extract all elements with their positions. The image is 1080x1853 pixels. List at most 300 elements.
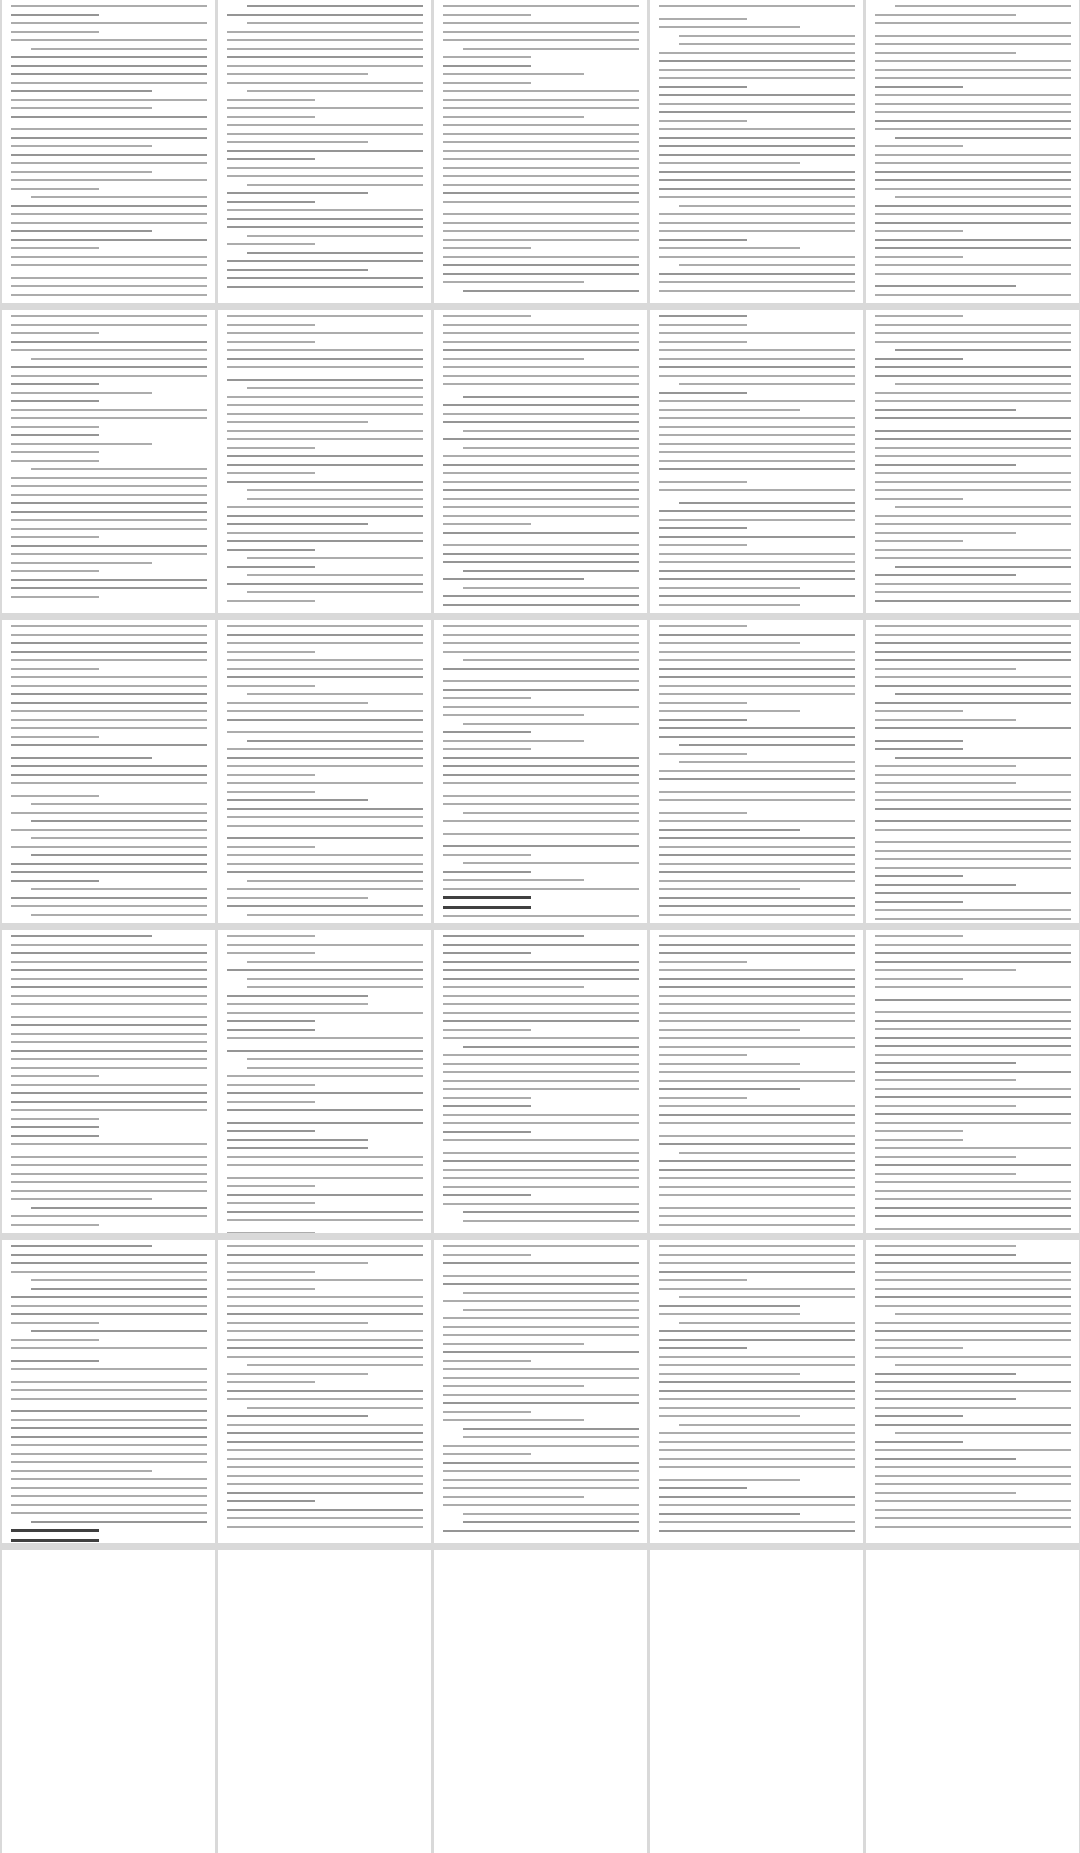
text-line xyxy=(679,502,855,504)
text-line xyxy=(443,247,531,249)
text-line xyxy=(659,154,855,156)
text-line xyxy=(659,578,855,580)
text-line xyxy=(659,1288,855,1290)
text-line xyxy=(11,256,207,258)
text-line xyxy=(227,1339,423,1341)
text-line xyxy=(227,935,315,937)
document-page-thumbnail[interactable] xyxy=(2,620,215,923)
text-line xyxy=(227,523,368,525)
text-line xyxy=(11,935,152,937)
text-line xyxy=(11,1271,207,1273)
document-page-thumbnail[interactable] xyxy=(218,620,431,923)
text-line xyxy=(659,26,800,28)
document-page-thumbnail[interactable] xyxy=(218,930,431,1233)
text-line xyxy=(227,825,423,827)
text-line xyxy=(875,230,963,232)
text-line xyxy=(659,685,855,687)
document-page-thumbnail[interactable] xyxy=(434,930,647,1233)
text-line xyxy=(875,43,1071,45)
text-line xyxy=(659,1122,855,1124)
text-line xyxy=(443,56,531,58)
text-line xyxy=(227,1449,423,1451)
text-line xyxy=(227,167,423,169)
text-line xyxy=(11,239,207,241)
document-page-thumbnail[interactable] xyxy=(434,1550,647,1853)
text-line xyxy=(659,837,855,839)
text-line xyxy=(659,634,855,636)
text-line xyxy=(227,506,423,508)
text-line xyxy=(875,366,1071,368)
text-line xyxy=(227,1219,423,1221)
text-line xyxy=(11,1181,207,1183)
text-line xyxy=(875,1449,1071,1451)
text-line xyxy=(679,1296,855,1298)
text-line xyxy=(875,1215,1071,1217)
text-line xyxy=(659,111,855,113)
text-line xyxy=(11,1118,99,1120)
text-line xyxy=(875,820,1071,822)
text-line xyxy=(11,222,207,224)
text-line xyxy=(227,116,315,118)
text-line xyxy=(227,1262,368,1264)
text-line xyxy=(443,1377,639,1379)
text-line xyxy=(11,659,207,661)
text-line xyxy=(659,324,747,326)
document-page-thumbnail[interactable] xyxy=(218,1240,431,1543)
text-line xyxy=(659,587,800,589)
text-line xyxy=(875,60,1071,62)
text-line xyxy=(11,1135,99,1137)
text-line xyxy=(11,528,207,530)
text-line xyxy=(443,1203,639,1205)
text-line xyxy=(875,961,1071,963)
text-line xyxy=(443,1169,639,1171)
text-line xyxy=(875,978,963,980)
document-page-thumbnail[interactable] xyxy=(866,0,1079,303)
text-line xyxy=(443,944,639,946)
text-line xyxy=(875,727,1071,729)
text-line xyxy=(227,1271,315,1273)
text-line xyxy=(875,1105,1016,1107)
text-line xyxy=(875,1173,1016,1175)
text-line xyxy=(227,1398,423,1400)
text-line xyxy=(659,1037,855,1039)
text-line xyxy=(875,69,1071,71)
text-line xyxy=(227,854,423,856)
text-line xyxy=(11,341,207,343)
text-line xyxy=(227,668,423,670)
text-line xyxy=(875,294,1071,296)
text-line xyxy=(227,1211,423,1213)
text-line xyxy=(443,1088,639,1090)
text-line xyxy=(443,158,639,160)
text-line xyxy=(227,710,423,712)
text-line xyxy=(659,392,747,394)
text-line xyxy=(443,795,639,797)
text-line xyxy=(227,952,315,954)
text-line xyxy=(443,65,531,67)
text-line xyxy=(443,625,639,627)
text-line xyxy=(227,430,423,432)
text-line xyxy=(443,1071,639,1073)
text-line xyxy=(227,1177,423,1179)
text-line xyxy=(227,1483,423,1485)
text-line xyxy=(659,375,855,377)
text-line xyxy=(659,888,800,890)
text-line xyxy=(443,935,584,937)
text-line xyxy=(11,485,207,487)
text-line xyxy=(11,137,207,139)
text-line xyxy=(443,651,639,653)
text-line xyxy=(247,986,423,988)
text-line xyxy=(11,22,207,24)
text-line xyxy=(659,460,855,462)
text-line xyxy=(659,94,855,96)
text-line xyxy=(659,995,855,997)
text-line xyxy=(227,277,423,279)
text-line xyxy=(659,1530,855,1532)
text-line xyxy=(875,719,1016,721)
text-line xyxy=(659,366,855,368)
text-line xyxy=(659,778,855,780)
text-line xyxy=(875,702,1071,704)
text-line xyxy=(11,1016,207,1018)
text-line xyxy=(659,642,800,644)
text-line xyxy=(443,1394,639,1396)
text-line xyxy=(227,218,423,220)
document-page-thumbnail[interactable] xyxy=(2,310,215,613)
document-page-thumbnail[interactable] xyxy=(434,0,647,303)
text-line xyxy=(443,239,639,241)
document-page-thumbnail[interactable] xyxy=(218,1550,431,1853)
text-line xyxy=(247,914,423,916)
text-line xyxy=(227,447,315,449)
document-page-thumbnail[interactable] xyxy=(866,310,1079,613)
text-line xyxy=(11,392,152,394)
text-line xyxy=(227,481,423,483)
text-line xyxy=(875,1381,1071,1383)
text-line xyxy=(11,1075,99,1077)
text-line xyxy=(443,1453,531,1455)
text-line xyxy=(443,1343,584,1345)
text-line xyxy=(11,1067,207,1069)
text-line xyxy=(227,269,368,271)
text-line xyxy=(11,634,207,636)
document-page-thumbnail[interactable] xyxy=(866,1240,1079,1543)
text-line xyxy=(443,175,639,177)
text-line xyxy=(875,1020,1071,1022)
text-line xyxy=(11,1143,207,1145)
text-line xyxy=(875,774,1071,776)
text-line xyxy=(227,192,368,194)
text-line xyxy=(11,782,207,784)
text-line xyxy=(11,65,207,67)
text-line xyxy=(11,736,99,738)
text-line xyxy=(659,553,855,555)
text-line xyxy=(443,358,584,360)
text-line xyxy=(659,179,855,181)
text-line xyxy=(227,1288,315,1290)
text-line xyxy=(11,400,99,402)
text-line xyxy=(443,969,639,971)
text-line xyxy=(659,1521,855,1523)
text-line xyxy=(875,489,1071,491)
text-line xyxy=(875,1390,1071,1392)
text-line xyxy=(659,791,855,793)
text-line xyxy=(227,1185,315,1187)
text-line xyxy=(443,421,639,423)
text-line xyxy=(875,651,1071,653)
text-line xyxy=(875,1228,1071,1230)
text-line xyxy=(875,1441,963,1443)
document-page-thumbnail[interactable] xyxy=(650,1550,863,1853)
text-line xyxy=(875,213,1071,215)
text-line xyxy=(443,1351,639,1353)
text-line xyxy=(227,944,423,946)
text-line xyxy=(463,1513,639,1515)
text-line xyxy=(247,557,423,559)
text-line xyxy=(443,506,639,508)
text-line xyxy=(247,387,423,389)
text-line xyxy=(11,668,99,670)
text-line xyxy=(227,846,315,848)
text-line xyxy=(659,1305,800,1307)
text-line xyxy=(443,167,639,169)
text-line xyxy=(443,1368,639,1370)
text-line xyxy=(659,120,747,122)
document-page-thumbnail[interactable] xyxy=(2,1240,215,1543)
text-line xyxy=(875,145,963,147)
text-line xyxy=(443,731,531,733)
text-line xyxy=(659,128,855,130)
text-line xyxy=(227,1003,368,1005)
text-line xyxy=(443,1139,639,1141)
text-line xyxy=(875,642,1071,644)
text-line xyxy=(443,1063,639,1065)
text-line xyxy=(875,532,1016,534)
text-line xyxy=(875,247,1071,249)
text-line xyxy=(11,332,99,334)
text-line xyxy=(31,837,207,839)
text-line xyxy=(875,1028,1071,1030)
text-line xyxy=(659,196,855,198)
text-line xyxy=(11,905,207,907)
text-line xyxy=(11,99,207,101)
text-line xyxy=(443,1012,639,1014)
text-line xyxy=(443,871,531,873)
text-line xyxy=(875,909,1071,911)
text-line xyxy=(11,1419,207,1421)
text-line xyxy=(227,141,368,143)
text-line xyxy=(659,702,747,704)
text-line xyxy=(875,901,963,903)
text-line xyxy=(11,685,207,687)
text-line xyxy=(443,1445,639,1447)
text-line xyxy=(659,1245,855,1247)
document-page-thumbnail[interactable] xyxy=(218,310,431,613)
text-line xyxy=(659,536,855,538)
document-page-thumbnail[interactable] xyxy=(866,930,1079,1233)
text-line xyxy=(11,642,207,644)
text-line xyxy=(659,570,855,572)
text-line xyxy=(443,404,639,406)
document-page-thumbnail[interactable] xyxy=(434,310,647,613)
text-line xyxy=(875,400,1071,402)
text-line xyxy=(443,1160,639,1162)
text-line xyxy=(875,256,963,258)
document-page-thumbnail[interactable] xyxy=(2,1550,215,1853)
text-line xyxy=(659,519,855,521)
text-line xyxy=(443,141,639,143)
text-line xyxy=(875,1088,1071,1090)
text-line xyxy=(11,205,207,207)
text-line xyxy=(227,56,423,58)
text-line xyxy=(875,634,1071,636)
document-page-thumbnail[interactable] xyxy=(650,0,863,303)
text-line xyxy=(659,137,855,139)
text-line xyxy=(227,1432,423,1434)
text-line xyxy=(463,1428,639,1430)
text-line xyxy=(227,1279,423,1281)
text-line xyxy=(659,1496,855,1498)
text-line xyxy=(443,1097,531,1099)
document-page-thumbnail[interactable] xyxy=(650,1240,863,1543)
text-line xyxy=(875,740,963,742)
text-line xyxy=(463,430,639,432)
text-line xyxy=(443,498,639,500)
text-line xyxy=(11,1512,207,1514)
text-line xyxy=(227,863,423,865)
document-page-thumbnail[interactable] xyxy=(2,930,215,1233)
text-line xyxy=(31,888,207,890)
text-line xyxy=(659,880,855,882)
text-line xyxy=(31,1207,207,1209)
text-line xyxy=(227,765,423,767)
text-line xyxy=(659,69,855,71)
text-line xyxy=(679,205,855,207)
text-line xyxy=(227,1492,423,1494)
text-line xyxy=(11,494,207,496)
text-line xyxy=(227,791,315,793)
text-line xyxy=(875,1526,1071,1528)
text-line xyxy=(443,1326,639,1328)
text-line xyxy=(11,1215,207,1217)
document-page-thumbnail[interactable] xyxy=(866,1550,1079,1853)
text-line xyxy=(875,1398,1016,1400)
text-line xyxy=(227,413,423,415)
text-line xyxy=(895,383,1071,385)
text-line xyxy=(11,1092,207,1094)
text-line xyxy=(875,1011,1071,1013)
text-line xyxy=(463,1521,639,1523)
text-line xyxy=(659,1177,855,1179)
text-line xyxy=(443,315,531,317)
text-line xyxy=(11,349,207,351)
text-line xyxy=(11,1461,207,1463)
text-line xyxy=(659,1313,800,1315)
text-line xyxy=(11,1003,207,1005)
text-line xyxy=(679,1152,855,1154)
text-line xyxy=(875,1054,1071,1056)
text-line xyxy=(11,978,207,980)
text-line xyxy=(875,222,1071,224)
text-line xyxy=(11,324,207,326)
text-line xyxy=(443,213,639,215)
document-page-thumbnail[interactable] xyxy=(650,930,863,1233)
text-line xyxy=(443,201,639,203)
document-page-thumbnail[interactable] xyxy=(650,310,863,613)
text-line xyxy=(11,409,207,411)
text-line xyxy=(659,1143,855,1145)
document-page-thumbnail[interactable] xyxy=(434,620,647,923)
text-line xyxy=(11,1539,99,1542)
text-line xyxy=(659,1432,855,1434)
text-line xyxy=(443,961,639,963)
text-line xyxy=(11,570,99,572)
text-line xyxy=(659,914,855,916)
document-page-thumbnail[interactable] xyxy=(866,620,1079,923)
text-line xyxy=(679,1322,855,1324)
text-line xyxy=(659,341,747,343)
text-line xyxy=(659,1466,855,1468)
text-line xyxy=(875,1156,1016,1158)
text-line xyxy=(659,952,855,954)
text-line xyxy=(11,1084,207,1086)
text-line xyxy=(659,625,747,627)
text-line xyxy=(227,905,423,907)
text-line xyxy=(443,765,639,767)
text-line xyxy=(227,1092,423,1094)
text-line xyxy=(659,417,855,419)
text-line xyxy=(659,961,747,963)
text-line xyxy=(227,107,423,109)
text-line xyxy=(875,120,1071,122)
text-line xyxy=(227,799,368,801)
text-line xyxy=(875,892,1071,894)
text-line xyxy=(227,651,315,653)
text-line xyxy=(875,884,1016,886)
document-page-thumbnail[interactable] xyxy=(218,0,431,303)
text-line xyxy=(227,1296,423,1298)
text-line xyxy=(659,239,747,241)
text-line xyxy=(895,506,1071,508)
text-line xyxy=(227,816,423,818)
text-line xyxy=(227,1347,423,1349)
document-page-thumbnail[interactable] xyxy=(434,1240,647,1543)
text-line xyxy=(443,1152,639,1154)
text-line xyxy=(11,1487,207,1489)
text-line xyxy=(227,65,423,67)
document-page-thumbnail[interactable] xyxy=(650,620,863,923)
text-line xyxy=(443,978,639,980)
text-line xyxy=(11,1529,99,1532)
text-line xyxy=(443,1003,639,1005)
text-line xyxy=(895,1364,1071,1366)
text-line xyxy=(463,1046,639,1048)
text-line xyxy=(875,549,1071,551)
text-line xyxy=(659,213,855,215)
document-page-thumbnail[interactable] xyxy=(2,0,215,303)
text-line xyxy=(11,863,207,865)
text-line xyxy=(659,1398,855,1400)
text-line xyxy=(247,961,423,963)
text-line xyxy=(11,1245,152,1247)
text-line xyxy=(11,651,207,653)
text-line xyxy=(227,1050,423,1052)
text-line xyxy=(443,706,639,708)
text-line xyxy=(11,1495,207,1497)
text-line xyxy=(875,162,1071,164)
